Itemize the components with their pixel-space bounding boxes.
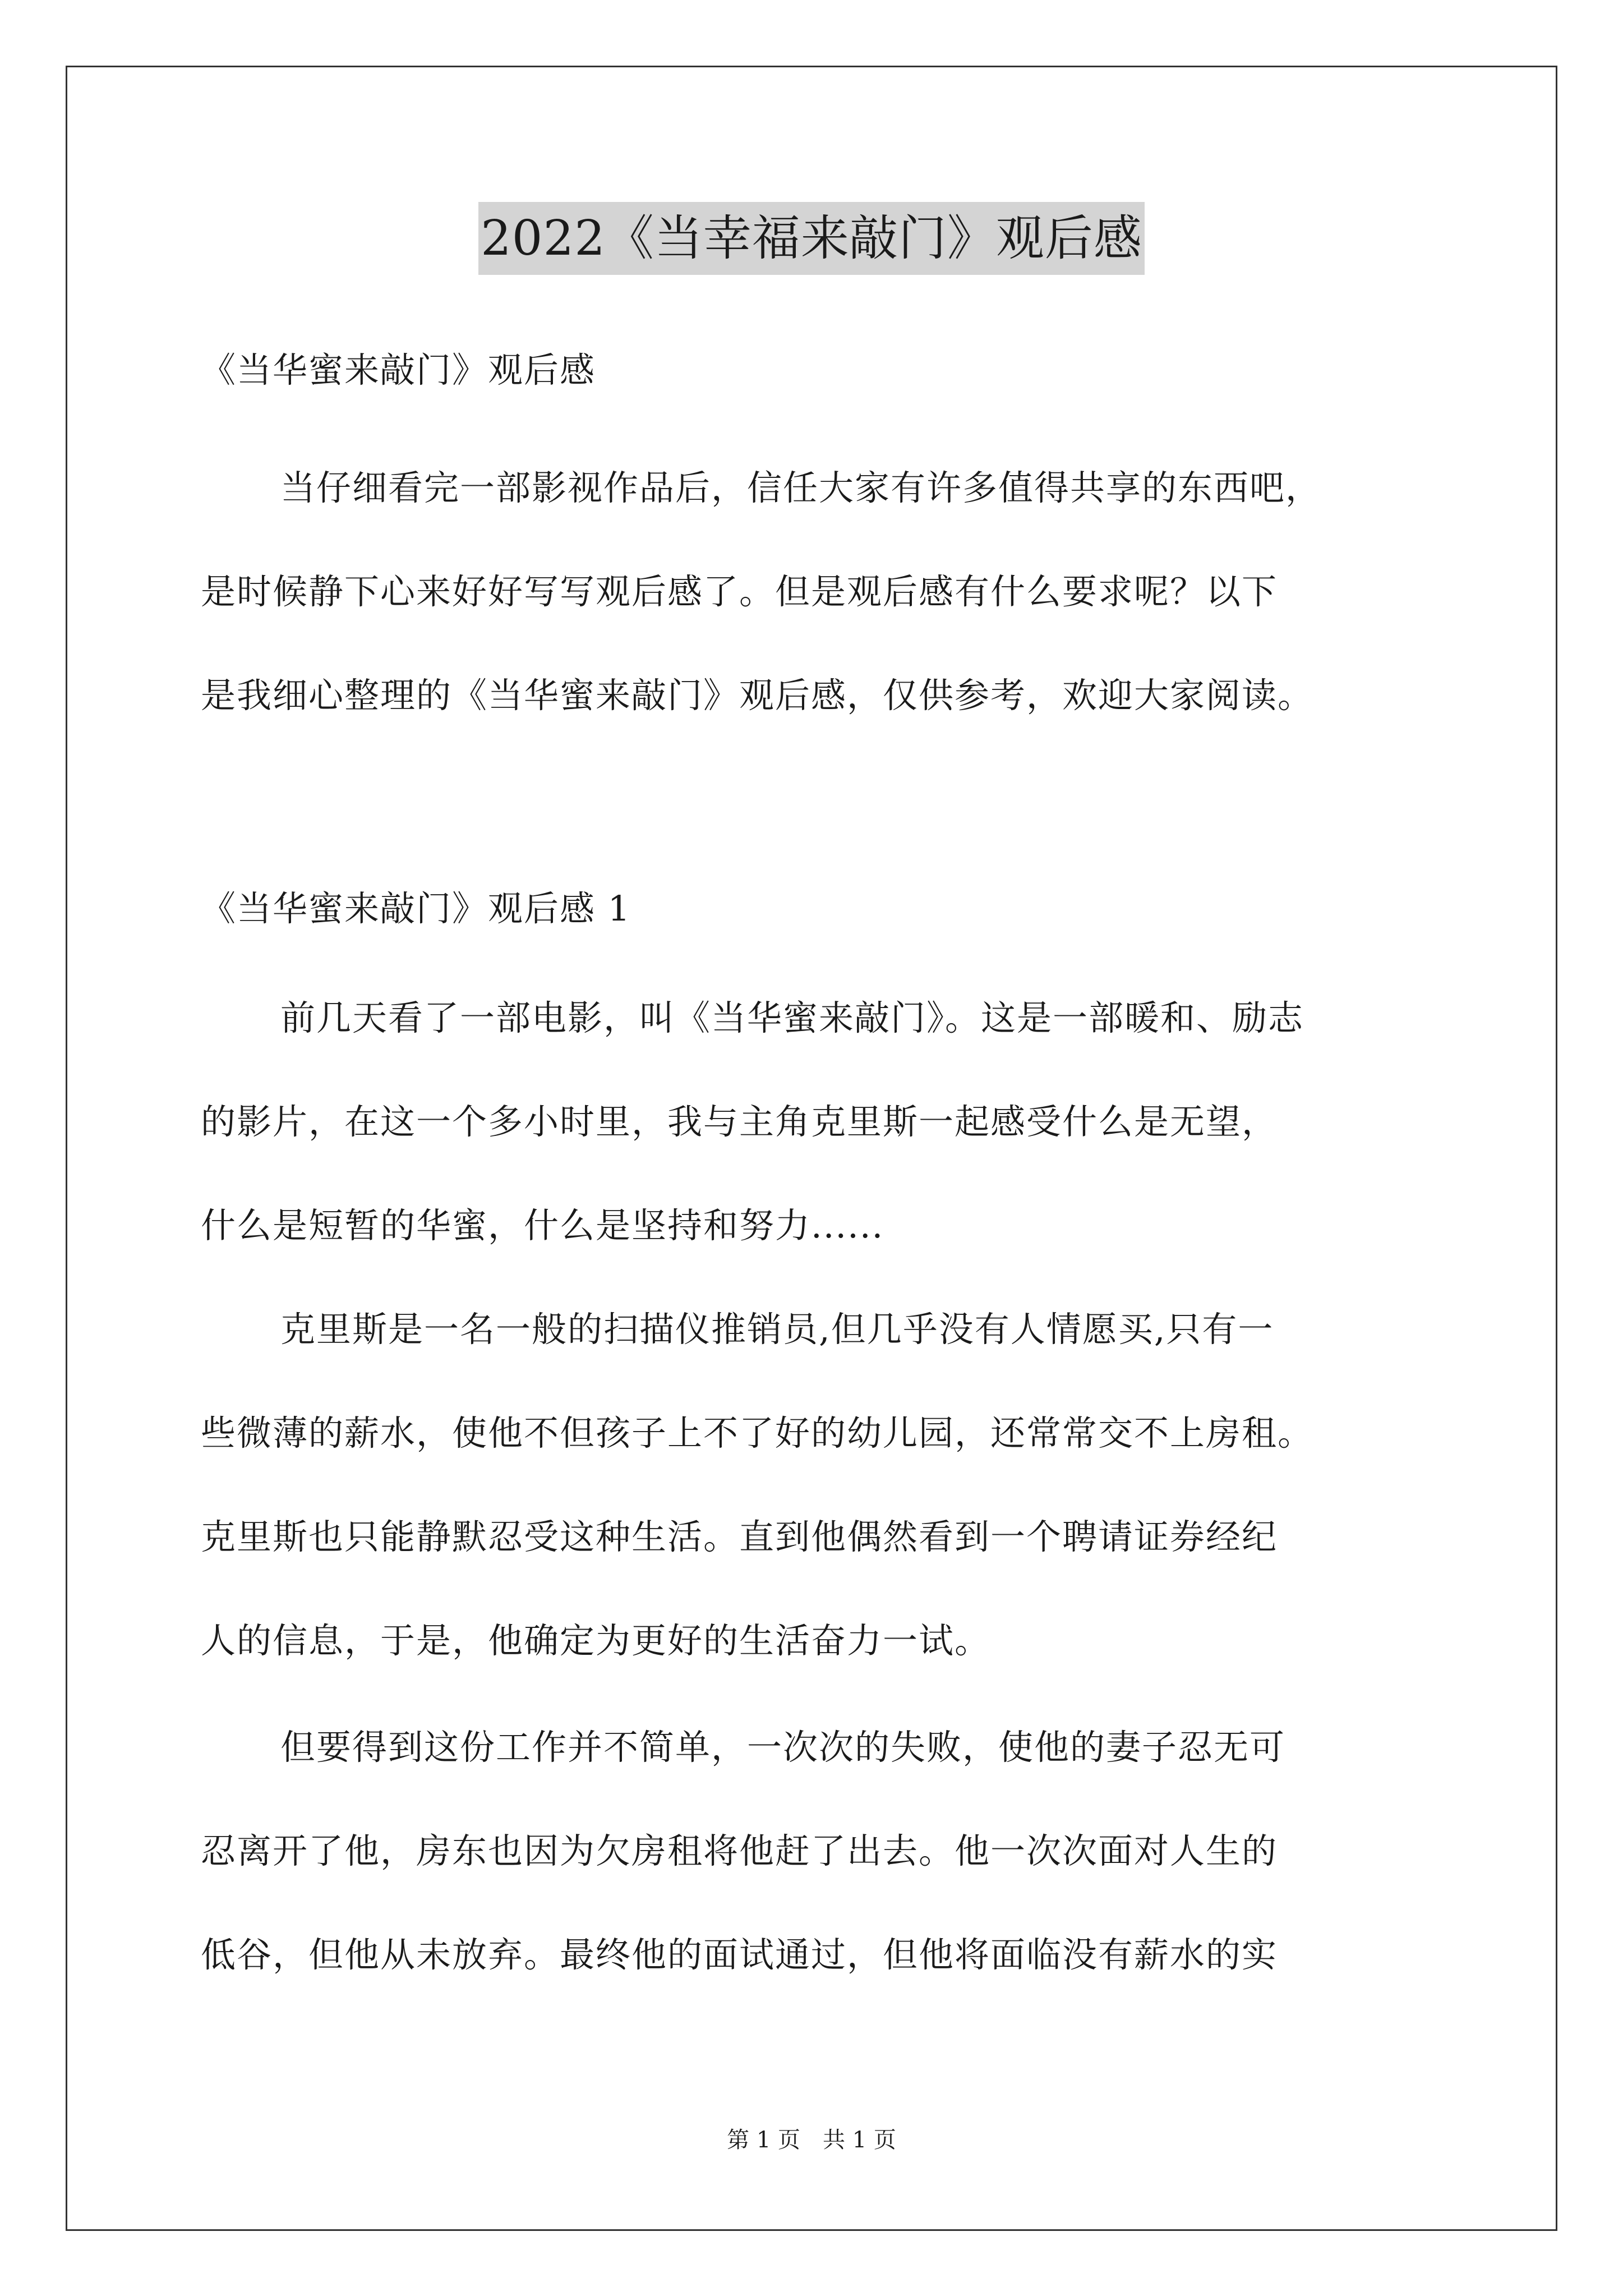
paragraph-line: 些微薄的薪水，使他不但孩子上不了好的幼儿园，还常常交不上房租。 <box>201 1412 1314 1453</box>
paragraph-line: 低谷，但他从未放弃。最终他的面试通过，但他将面临没有薪水的实 <box>201 1934 1278 1975</box>
paragraph-line: 克里斯是一名一般的扫描仪推销员,但几乎没有人情愿买,只有一 <box>280 1309 1274 1350</box>
paragraph-line: 是时候静下心来好好写写观后感了。但是观后感有什么要求呢？以下 <box>201 571 1278 612</box>
paragraph-line: 克里斯也只能静默忍受这种生活。直到他偶然看到一个聘请证券经纪 <box>201 1516 1278 1557</box>
document-title: 2022《当幸福来敲门》观后感 <box>478 202 1145 275</box>
paragraph-line: 忍离开了他，房东也因为欠房租将他赶了出去。他一次次面对人生的 <box>201 1830 1278 1871</box>
paragraph-line: 的影片，在这一个多小时里，我与主角克里斯一起感受什么是无望， <box>201 1101 1278 1142</box>
title-container <box>0 202 1623 275</box>
page-footer: 第 1 页 共 1 页 <box>727 2127 896 2153</box>
paragraph-line: 但要得到这份工作并不简单，一次次的失败，使他的妻子忍无可 <box>280 1727 1286 1768</box>
paragraph-line: 什么是短暂的华蜜，什么是坚持和努力...... <box>201 1205 884 1246</box>
paragraph-line: 当仔细看完一部影视作品后，信任大家有许多值得共享的东西吧， <box>280 467 1322 508</box>
subtitle-line: 《当华蜜来敲门》观后感 <box>201 349 596 390</box>
section-heading: 《当华蜜来敲门》观后感 1 <box>201 888 631 929</box>
paragraph-line: 人的信息，于是，他确定为更好的生活奋力一试。 <box>201 1620 991 1661</box>
paragraph-line: 是我细心整理的《当华蜜来敲门》观后感，仅供参考，欢迎大家阅读。 <box>201 675 1314 716</box>
paragraph-line: 前几天看了一部电影，叫《当华蜜来敲门》。这是一部暖和、励志 <box>280 997 1304 1038</box>
